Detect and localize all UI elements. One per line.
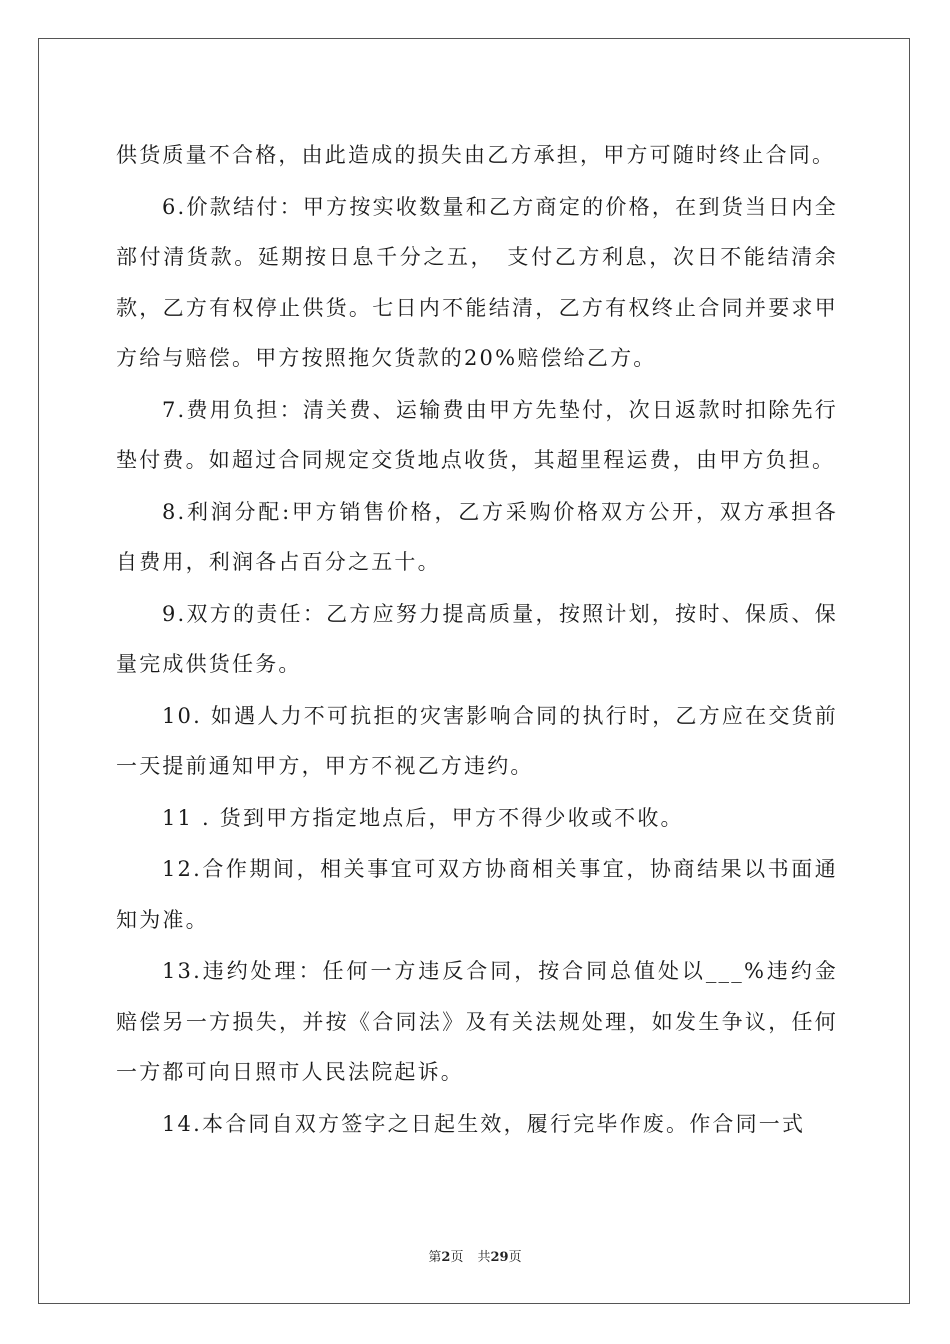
clause-8-profit: 8.利润分配:甲方销售价格，乙方采购价格双方公开，双方承担各自费用，利润各占百分之五十。 xyxy=(116,499,838,574)
page-footer xyxy=(0,1246,950,1265)
clause-6-payment: 6.价款结付：甲方按实收数量和乙方商定的价格，在到货当日内全部付清货款。延期按日息千分之五， 支付乙方利息，次日不能结清余款，乙方有权停止供货。七日内不能结清，乙方有权终止合同并要求甲方给与赔偿。甲方按照拖欠货款的20%赔偿给乙方。 xyxy=(116,194,838,370)
page-number: 2 xyxy=(441,1250,451,1265)
clause-12-cooperation: 12.合作期间，相关事宜可双方协商相关事宜，协商结果以书面通知为准。 xyxy=(116,857,838,932)
clause-13-breach: 13.违约处理：任何一方违反合同，按合同总值处以___%违约金赔偿另一方损失，并按《合同法》及有关法规处理，如发生争议，任何一方都可向日照市人民法院起诉。 xyxy=(116,959,838,1084)
clause-10-force-majeure: 10. 如遇人力不可抗拒的灾害影响合同的执行时，乙方应在交货前一天提前通知甲方，甲方不视乙方违约。 xyxy=(116,703,838,778)
page-suffix: 页 xyxy=(450,1250,464,1265)
document-body xyxy=(116,130,838,1149)
total-prefix: 共 xyxy=(477,1250,491,1265)
clause-9-responsibility: 9.双方的责任：乙方应努力提高质量，按照计划，按时、保质、保量完成供货任务。 xyxy=(116,601,838,676)
clause-11-delivery: 11 . 货到甲方指定地点后，甲方不得少收或不收。 xyxy=(162,805,684,830)
total-pages: 29 xyxy=(490,1250,509,1265)
page-prefix: 第 xyxy=(428,1250,442,1265)
paragraph-continuation: 供货质量不合格，由此造成的损失由乙方承担，甲方可随时终止合同。 xyxy=(116,143,836,167)
clause-7-costs: 7.费用负担：清关费、运输费由甲方先垫付，次日返款时扣除先行垫付费。如超过合同规定交货地点收货，其超里程运费，由甲方负担。 xyxy=(116,397,838,472)
clause-14-effective: 14.本合同自双方签字之日起生效，履行完毕作废。作合同一式 xyxy=(162,1111,806,1136)
total-suffix: 页 xyxy=(508,1250,522,1265)
